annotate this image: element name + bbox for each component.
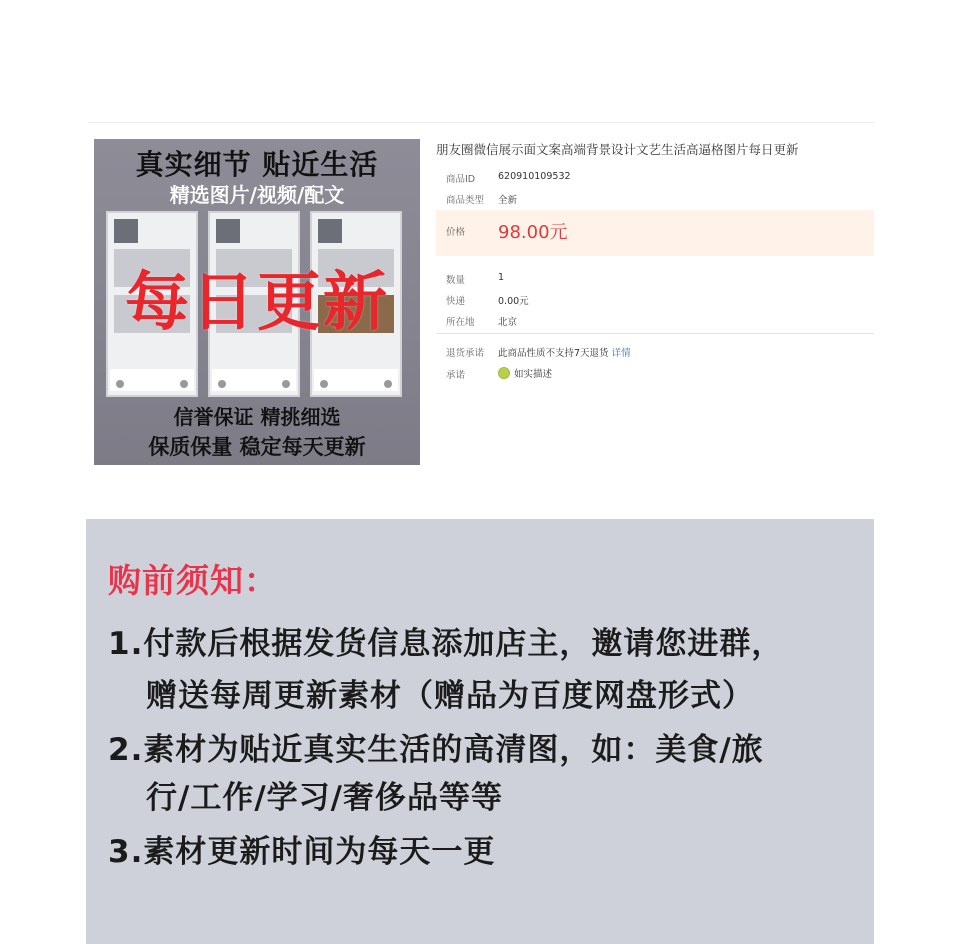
comment-icon: [384, 380, 392, 388]
comment-icon: [282, 380, 290, 388]
return-policy-text: 此商品性质不支持7天退货: [498, 348, 609, 359]
quantity-value[interactable]: 1: [498, 272, 505, 283]
product-id-label: 商品ID: [446, 174, 476, 185]
notice-line-2: 赠送每周更新素材（赠品为百度网盘形式）: [146, 678, 754, 714]
product-image[interactable]: [94, 139, 420, 465]
notice-line-1: 1.付款后根据发货信息添加店主，邀请您进群，: [108, 626, 784, 662]
location-label: 所在地: [446, 317, 475, 328]
promo-headline: 真实细节 贴近生活: [135, 148, 379, 181]
promo-subline: 精选图片/视频/配文: [169, 183, 345, 207]
top-divider: [88, 122, 874, 123]
promise-label: 承诺: [446, 370, 466, 381]
comment-icon: [180, 380, 188, 388]
return-policy-label: 退货承诺: [446, 348, 485, 359]
product-type-label: 商品类型: [446, 195, 485, 206]
promise-text: 如实描述: [514, 369, 553, 380]
return-policy-value: [498, 345, 631, 359]
info-divider: [436, 333, 874, 334]
notice-title: 购前须知：: [108, 561, 278, 600]
product-title[interactable]: 朋友圈微信展示面文案高端背景设计文艺生活高逼格图片每日更新: [436, 142, 799, 157]
thumbnail: [114, 219, 138, 243]
thumbnail: [318, 219, 342, 243]
product-type-value: 全新: [498, 195, 518, 206]
thumbnail: [216, 219, 240, 243]
like-icon: [116, 380, 124, 388]
like-icon: [218, 380, 226, 388]
price-value: 98.00元: [498, 222, 568, 243]
shipping-value: 0.00元: [498, 296, 529, 307]
notice-line-3: 2.素材为贴近真实生活的高清图，如：美食/旅: [108, 732, 764, 768]
check-badge-icon: [498, 367, 510, 379]
like-icon: [320, 380, 328, 388]
notice-line-4: 行/工作/学习/奢侈品等等: [146, 780, 503, 816]
location-value: 北京: [498, 317, 518, 328]
quantity-label: 数量: [446, 275, 466, 286]
promo-overlay-text: 每日更新: [125, 266, 389, 340]
product-id-value: 620910109532: [498, 171, 571, 182]
promo-footer-2: 保质保量 稳定每天更新: [148, 435, 366, 459]
details-link[interactable]: 详情: [611, 348, 631, 359]
shipping-label: 快递: [446, 296, 466, 307]
promise-value: [498, 366, 552, 380]
notice-line-5: 3.素材更新时间为每天一更: [108, 834, 496, 870]
promo-footer-1: 信誉保证 精挑细选: [173, 405, 341, 429]
price-label: 价格: [446, 227, 466, 238]
